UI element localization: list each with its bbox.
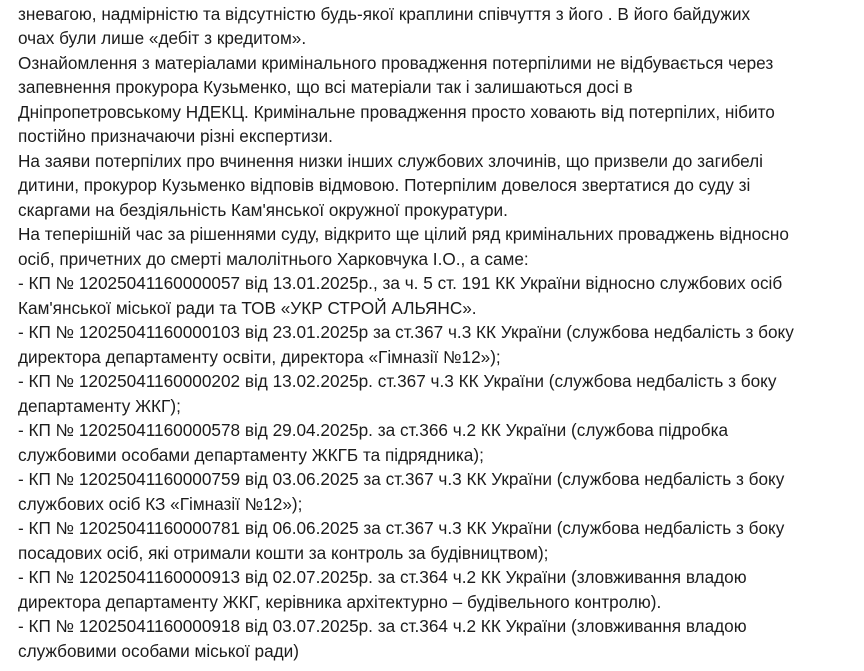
text-line: очах були лише «дебіт з кредитом». bbox=[18, 28, 307, 48]
text-line: На заяви потерпілих про вчинення низки інших службових злочинів, що призвели до загибелі bbox=[18, 151, 763, 171]
text-line: - КП № 12025041160000578 від 29.04.2025р. за ст.366 ч.2 КК України (службова підробка bbox=[18, 420, 729, 440]
text-line: департаменту ЖКГ); bbox=[18, 396, 181, 416]
text-line: - КП № 12025041160000202 від 13.02.2025р. ст.367 ч.3 КК України (службова недбалість з боку bbox=[18, 371, 777, 391]
text-line: директора департаменту освіти, директора «Гімназії №12»); bbox=[18, 347, 501, 367]
text-line: скаргами на бездіяльність Кам'янської окружної прокуратури. bbox=[18, 200, 508, 220]
text-line: зневагою, надмірністю та відсутністю будь-якої краплини співчуття з його . В його байдужих bbox=[18, 4, 751, 24]
text-line: Дніпропетровському НДЕКЦ. Кримінальне провадження просто ховають від потерпілих, нібито bbox=[18, 102, 775, 122]
text-line: - КП № 12025041160000781 від 06.06.2025 за ст.367 ч.3 КК України (службова недбалість з боку bbox=[18, 518, 785, 538]
text-line: директора департаменту ЖКГ, керівника архітектурно – будівельного контролю). bbox=[18, 592, 662, 612]
text-line: - КП № 12025041160000913 від 02.07.2025р. за ст.364 ч.2 КК України (зловживання владою bbox=[18, 567, 747, 587]
text-line: осіб, причетних до смерті малолітнього Харковчука І.О., а саме: bbox=[18, 249, 529, 269]
text-line: Ознайомлення з матеріалами кримінального провадження потерпілими не відбувається через bbox=[18, 53, 774, 73]
text-line: - КП № 12025041160000918 від 03.07.2025р. за ст.364 ч.2 КК України (зловживання владою bbox=[18, 616, 747, 636]
text-line: службовими особами департаменту ЖКГБ та підрядника); bbox=[18, 445, 484, 465]
text-line: запевнення прокурора Кузьменко, що всі матеріали так і залишаються досі в bbox=[18, 77, 633, 97]
text-line: посадових осіб, які отримали кошти за контроль за будівництвом); bbox=[18, 543, 549, 563]
text-line: - КП № 12025041160000103 від 23.01.2025р за ст.367 ч.3 КК України (службова недбалість з боку bbox=[18, 322, 794, 342]
text-line: На теперішній час за рішеннями суду, відкрито ще цілий ряд кримінальних проваджень відносно bbox=[18, 224, 789, 244]
text-line: службовими особами міської ради) bbox=[18, 641, 300, 661]
text-line: дитини, прокурор Кузьменко відповів відмовою. Потерпілим довелося звертатися до суду зі bbox=[18, 175, 751, 195]
text-line: - КП № 12025041160000057 від 13.01.2025р., за ч. 5 ст. 191 КК України відносно службових осіб bbox=[18, 273, 783, 293]
text-line: Кам'янської міської ради та ТОВ «УКР СТРОЙ АЛЬЯНС». bbox=[18, 298, 477, 318]
text-line: постійно призначаючи різні експертизи. bbox=[18, 126, 333, 146]
text-line: службових осіб КЗ «Гімназії №12»); bbox=[18, 494, 303, 514]
text-line: - КП № 12025041160000759 від 03.06.2025 за ст.367 ч.3 КК України (службова недбалість з боку bbox=[18, 469, 785, 489]
